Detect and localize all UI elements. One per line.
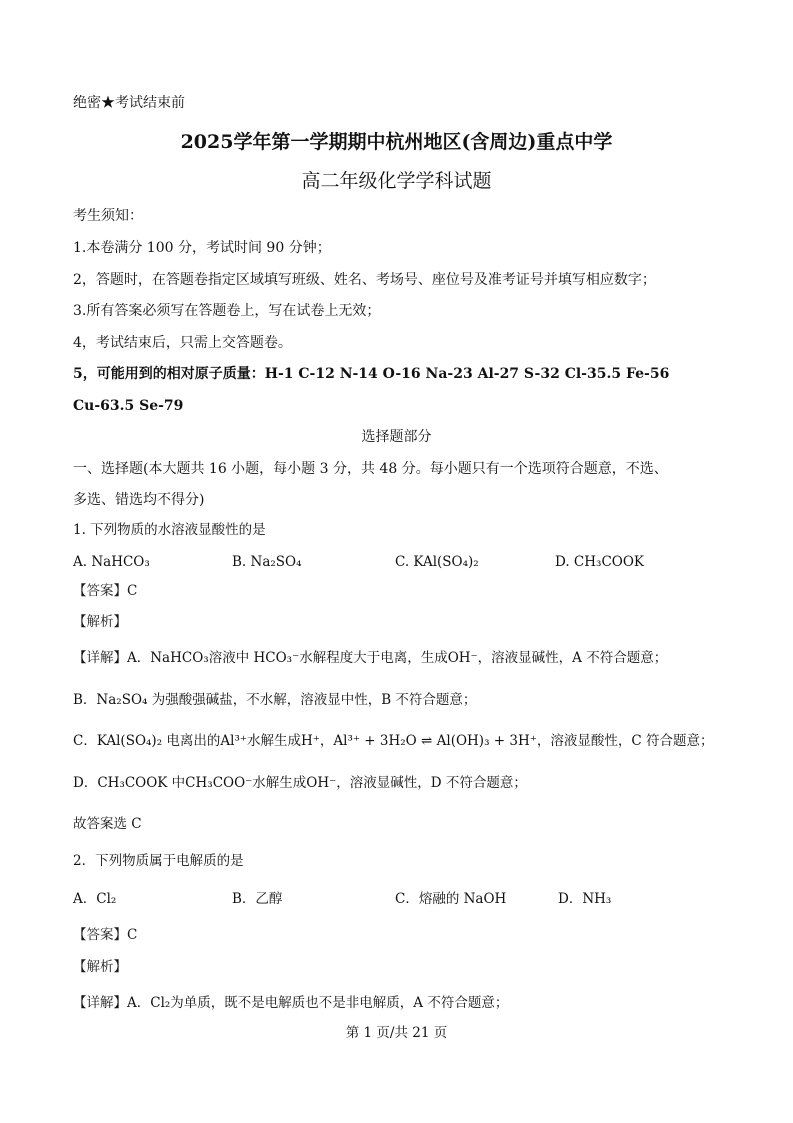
q1-option-d: D. CH₃COOK: [555, 554, 644, 570]
note-4: 4，考试结束后，只需上交答题卷。: [73, 335, 292, 351]
q2-analysis-label: 【解析】: [73, 959, 127, 975]
q1-detail-a: 【详解】A．NaHCO₃溶液中 HCO₃⁻水解程度大于电离，生成OH⁻，溶液显碱性，A 不符合题意；: [73, 650, 668, 666]
notes-label: 考生须知：: [73, 208, 143, 224]
exam-subtitle: 高二年级化学学科试题: [301, 170, 492, 192]
q1-option-a: A. NaHCO₃: [73, 554, 150, 570]
note-3: 3.所有答案必须写在答题卷上，写在试卷上无效；: [73, 303, 381, 319]
q1-detail-d: D．CH₃COOK 中CH₃COO⁻水解生成OH⁻，溶液显碱性，D 不符合题意；: [73, 775, 527, 791]
section-intro-1: 一、选择题(本大题共 16 小题，每小题 3 分，共 48 分。每小题只有一个选项符合题意，不选、: [73, 461, 668, 477]
note-2: 2，答题时，在答题卷指定区域填写班级、姓名、考场号、座位号及准考证号并填写相应数字；: [73, 272, 656, 288]
q2-answer: 【答案】C: [73, 927, 138, 943]
q1-stem: 1. 下列物质的水溶液显酸性的是: [73, 522, 266, 538]
q1-option-c: C. KAl(SO₄)₂: [395, 554, 479, 570]
q2-option-d: D．NH₃: [558, 891, 612, 907]
note-6: Cu-63.5 Se-79: [73, 398, 184, 414]
q2-option-a: A．Cl₂: [73, 891, 117, 907]
note-5: 5，可能用到的相对原子质量：H-1 C-12 N-14 O-16 Na-23 Al-27 S-32 Cl-35.5 Fe-56: [73, 366, 670, 382]
exam-title: 2025学年第一学期期中杭州地区(含周边)重点中学: [180, 131, 613, 153]
q1-analysis-label: 【解析】: [73, 614, 127, 630]
q1-conclusion: 故答案选 C: [73, 816, 142, 832]
q2-option-b: B．乙醇: [232, 891, 283, 907]
q1-detail-c: C．KAl(SO₄)₂ 电离出的Al³⁺水解生成H⁺，Al³⁺ + 3H₂O ⇌ Al(OH)₃ + 3H⁺，溶液显酸性，C 符合题意；: [73, 733, 714, 749]
q1-detail-b: B．Na₂SO₄ 为强酸强碱盐，不水解，溶液显中性，B 不符合题意；: [73, 692, 477, 708]
q2-detail-a: 【详解】A．Cl₂为单质，既不是电解质也不是非电解质，A 不符合题意；: [73, 995, 509, 1011]
note-1: 1.本卷满分 100 分，考试时间 90 分钟；: [73, 240, 331, 256]
q1-answer: 【答案】C: [73, 583, 138, 599]
secret-label: 绝密★考试结束前: [73, 95, 185, 111]
q1-option-b: B. Na₂SO₄: [232, 554, 302, 570]
section-heading: 选择题部分: [361, 429, 432, 445]
section-intro-2: 多选、错选均不得分): [73, 492, 205, 508]
q2-option-c: C．熔融的 NaOH: [395, 891, 507, 907]
q2-stem: 2．下列物质属于电解质的是: [73, 853, 244, 869]
page-footer: 第 1 页/共 21 页: [345, 1025, 448, 1041]
